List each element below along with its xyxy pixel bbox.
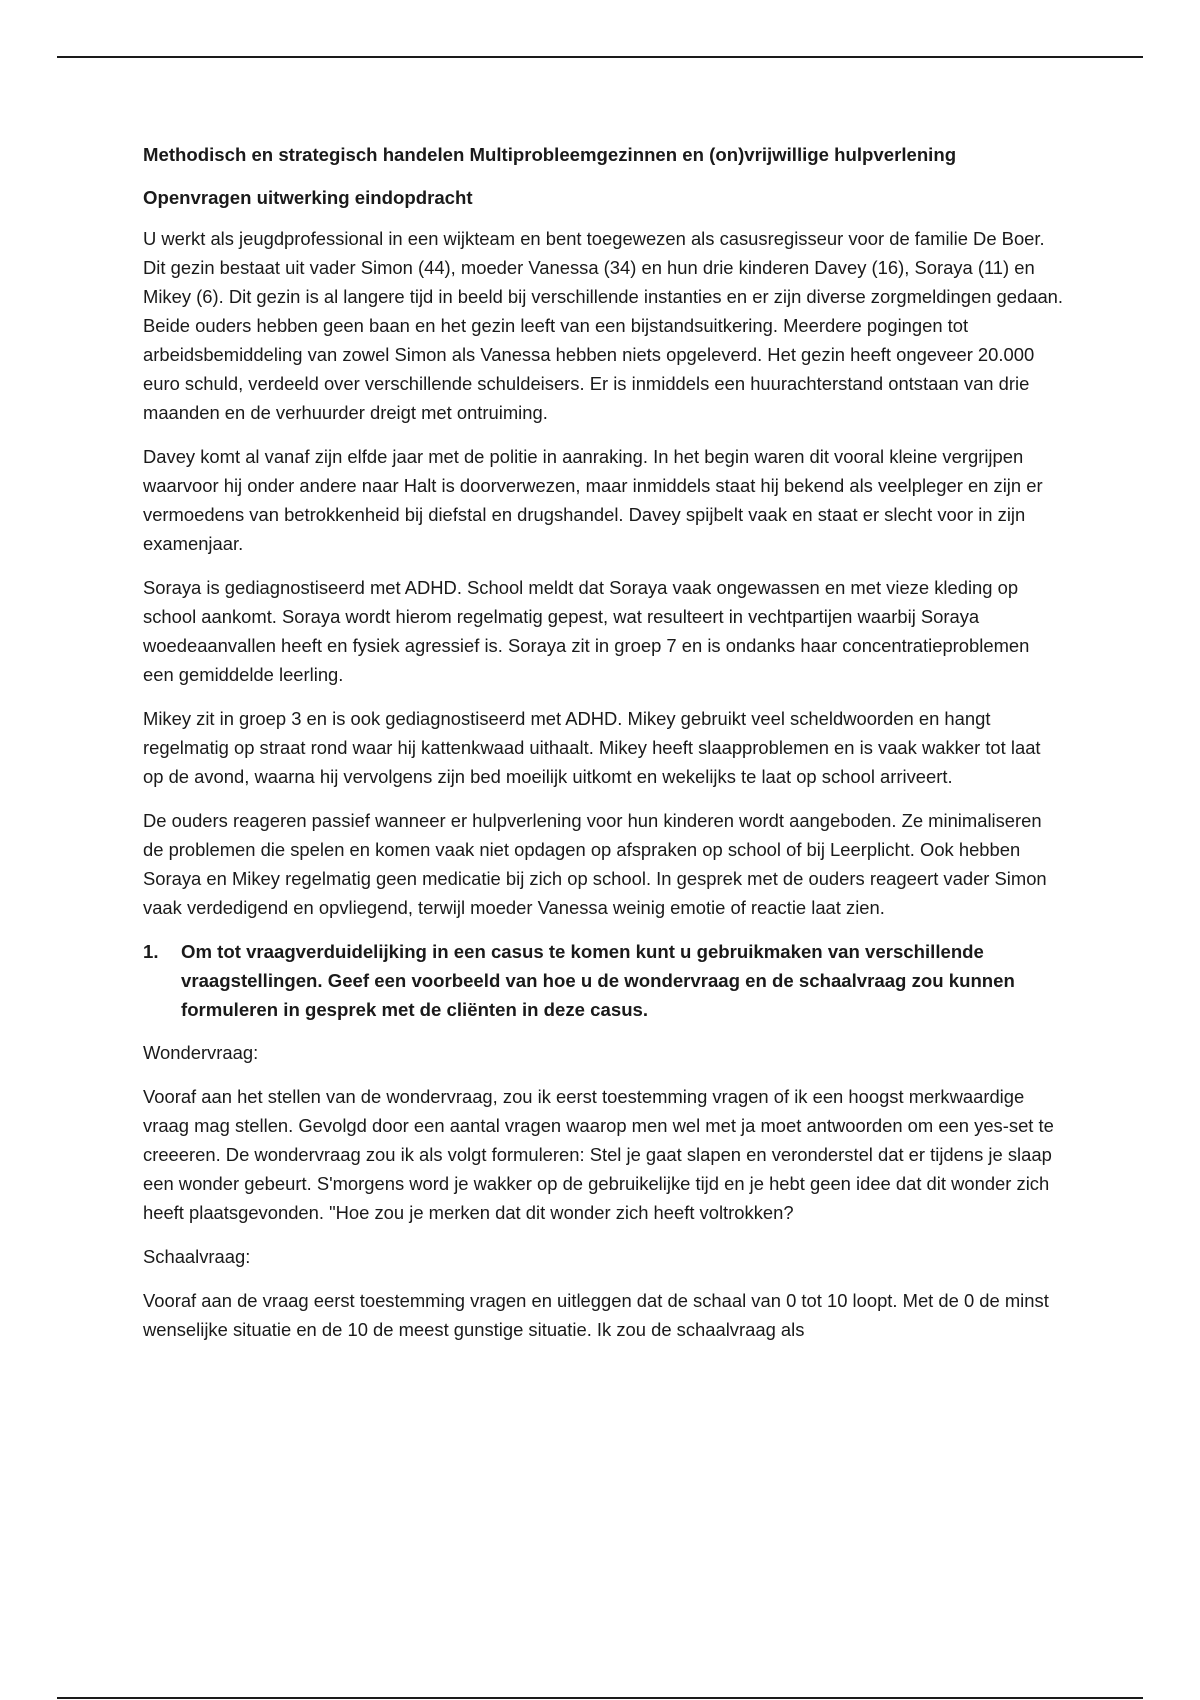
case-paragraph-intro: U werkt als jeugdprofessional in een wijkteam en bent toegewezen als casusregisseur voor de familie De Boer. Dit gezin bestaat uit vader Simon (44), moeder Vanessa (34) en hun drie kinderen Davey (16), Soraya (11) en Mikey (6). Dit gezin is al langere tijd in beeld bij verschillende instanties en er zijn diverse zorgmeldingen gedaan. Beide ouders hebben geen baan en het gezin leeft van een bijstandsuitkering. Meerdere pogingen tot arbeidsbemiddeling van zowel Simon als Vanessa hebben niets opgeleverd. Het gezin heeft ongeveer 20.000 euro schuld, verdeeld over verschillende schuldeisers. Er is inmiddels een huurachterstand ontstaan van drie maanden en de verhuurder dreigt met ontruiming.: [143, 228, 1064, 423]
wondervraag-answer: Vooraf aan het stellen van de wondervraag, zou ik eerst toestemming vragen of ik een hoogst merkwaardige vraag mag stellen. Gevolgd door een aantal vragen waarop men wel met ja moet antwoorden om een yes-set te creeeren. De wondervraag zou ik als volgt formuleren: Stel je gaat slapen en veronderstel dat er tijdens je slaap een wonder gebeurt. S'morgens word je wakker op de gebruikelijke tijd en je hebt geen idee dat dit wonder zich heeft plaatsgevonden. "Hoe zou je merken dat dit wonder zich heeft voltrokken?: [143, 1086, 1054, 1223]
question-1: [143, 937, 1065, 1024]
wondervraag-label: Wondervraag:: [143, 1042, 259, 1063]
case-paragraph-parents: De ouders reageren passief wanneer er hulpverlening voor hun kinderen wordt aangeboden. Ze minimaliseren de problemen die spelen en komen vaak niet opdagen op afspraken op school of bij Leerplicht. Ook hebben Soraya en Mikey regelmatig geen medicatie bij zich op school. In gesprek met de ouders reageert vader Simon vaak verdedigend en opvliegend, terwijl moeder Vanessa weinig emotie of reactie laat zien.: [143, 810, 1047, 918]
question-text: Om tot vraagverduidelijking in een casus te komen kunt u gebruikmaken van verschillende vraagstellingen. Geef een voorbeeld van hoe u de wondervraag en de schaalvraag zou kunnen formuleren in gesprek met de cliënten in deze casus.: [181, 941, 1015, 1020]
case-paragraph-soraya: Soraya is gediagnostiseerd met ADHD. School meldt dat Soraya vaak ongewassen en met vieze kleding op school aankomt. Soraya wordt hierom regelmatig gepest, wat resulteert in vechtpartijen waarbij Soraya woedeaanvallen heeft en fysiek agressief is. Soraya zit in groep 7 en is ondanks haar concentratieproblemen een gemiddelde leerling.: [143, 577, 1030, 685]
schaalvraag-label: Schaalvraag:: [143, 1246, 251, 1267]
question-number: 1.: [143, 941, 159, 962]
case-paragraph-mikey: Mikey zit in groep 3 en is ook gediagnostiseerd met ADHD. Mikey gebruikt veel scheldwoorden en hangt regelmatig op straat rond waar hij kattenkwaad uithaalt. Mikey heeft slaapproblemen en is vaak wakker tot laat op de avond, waarna hij vervolgens zijn bed moeilijk uitkomt en wekelijks te laat op school arriveert.: [143, 708, 1041, 787]
document-subtitle: Openvragen uitwerking eindopdracht: [143, 187, 473, 208]
schaalvraag-answer: Vooraf aan de vraag eerst toestemming vragen en uitleggen dat de schaal van 0 tot 10 loopt. Met de 0 de minst wenselijke situatie en de 10 de meest gunstige situatie. Ik zou de schaalvraag als: [143, 1290, 1049, 1340]
document-body: [143, 140, 1065, 1359]
case-paragraph-davey: Davey komt al vanaf zijn elfde jaar met de politie in aanraking. In het begin waren dit vooral kleine vergrijpen waarvoor hij onder andere naar Halt is doorverwezen, maar inmiddels staat hij bekend als veelpleger en zijn er vermoedens van betrokkenheid bij diefstal en drugshandel. Davey spijbelt vaak en staat er slecht voor in zijn examenjaar.: [143, 446, 1043, 554]
header-rule: [57, 56, 1143, 58]
document-title: Methodisch en strategisch handelen Multiprobleemgezinnen en (on)vrijwillige hulpverlening: [143, 144, 957, 165]
footer-rule: [57, 1697, 1143, 1699]
